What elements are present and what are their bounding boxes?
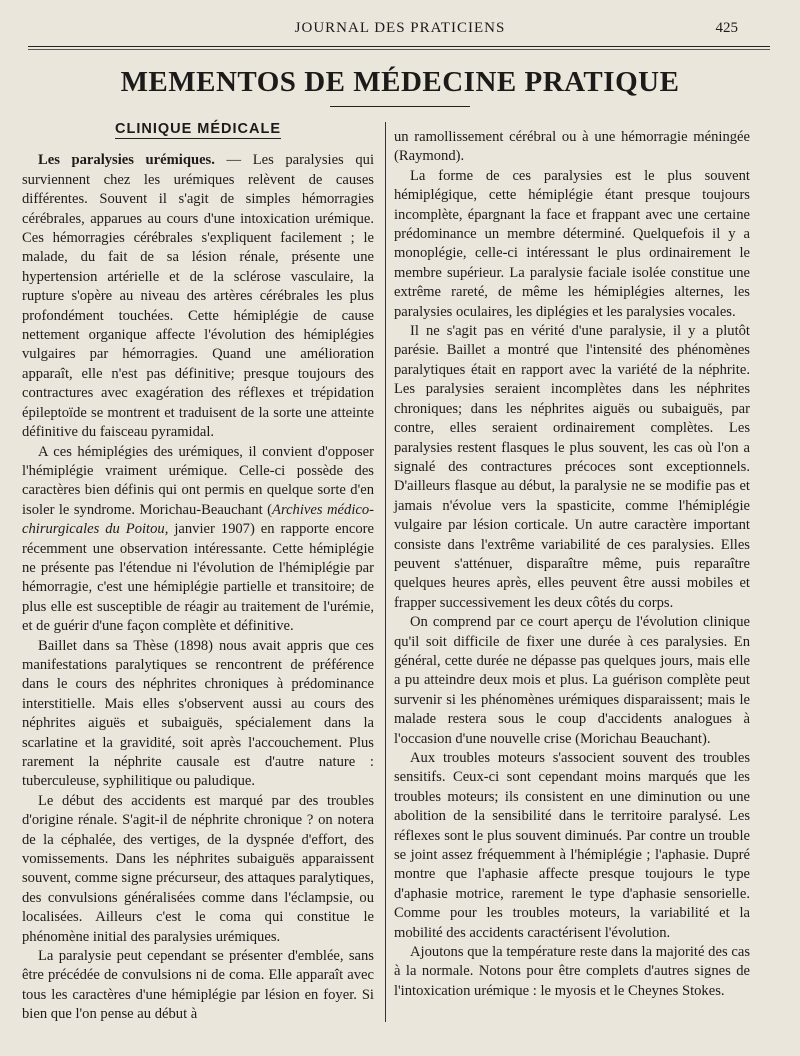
right-column	[394, 128, 750, 1001]
paragraph: Aux troubles moteurs s'associent souvent des troubles sensitifs. Ceux-ci sont cependant moins marqués que les troubles moteurs; ils consistent en une diminution ou une abolition de la sensibilité dans le territoire paralysé. Les réflexes sont le plus souvent diminués. Par contre un trouble se joint assez fréquemment à l'hémiplégie ; l'aphasie. Dupré montre que l'aphasie affecte presque toujours le type d'aphasie motrice, rarement le type d'aphasie sensorielle. Comme pour les troubles moteurs, la variabilité et la mobilité des accidents caractérisent l'évolution.	[394, 750, 750, 941]
column-divider	[385, 122, 386, 1022]
paragraph: Il ne s'agit pas en vérité d'une paralysie, il y a plutôt parésie. Baillet a montré que l'intensité des phénomènes paralytiques était en rapport avec la variété de la néphrite. Les paralysies seraient incomplètes dans les néphrites chroniques; dans les néphrites aiguës ou subaiguës, par contre, elles seraient ordinairement complètes. Les paralysies restent flasques le plus souvent, les cas où l'on a signalé des contractures précoces sont exceptionnels. D'ailleurs flasque au début, la paralysie ne se modifie pas et jamais n'évolue vers la spasticite, comme l'hémiplégie vulgaire par lésion corticale. Un autre caractère important consiste dans l'extrême variabilité de ces paralysies. Elles peuvent s'atténuer, disparaître même, puis reparaître quelques heures après, elles peuvent être aussi mobiles et frapper successivement les deux côtés du corps.	[394, 323, 750, 611]
paragraph: Le début des accidents est marqué par des troubles d'origine rénale. S'agit-il de néphrite chronique ? on notera de la céphalée, des vertiges, de la dyspnée d'effort, des vomissements. Dans les néphrites subaiguës apparaissent souvent, comme signe précurseur, des attaques paralytiques, des convulsions généralisées comme dans l'éclampsie, ou localisées. Ailleurs c'est le coma qui constitue le phénomène initial des paralysies urémiques.	[22, 792, 374, 945]
paragraph: La paralysie peut cependant se présenter d'emblée, sans être précédée de convulsions ni de coma. Elle apparaît avec tous les caractères d'une hémiplégie par lésion en foyer. Si bien que l'on pense au début à	[22, 948, 374, 1023]
journal-citation: Archives médico-chirurgicales du Poitou,	[22, 501, 375, 538]
left-column	[22, 120, 374, 1025]
paragraph: On comprend par ce court aperçu de l'évolution clinique qu'il soit difficile de fixer une durée à ces paralysies. En général, cette durée ne dépasse pas quelques jours, mais elle a pu atteindre deux mois et plus. La guérison complète peut survenir si les phénomènes urémiques disparaissent; mais le malade restera sous le coup d'accidents analogues à l'occasion d'une nouvelle crise (Morichau Beauchant).	[394, 614, 750, 747]
paragraph: un ramollissement cérébral ou à une hémorragie méningée (Raymond).	[394, 129, 750, 165]
running-header	[0, 20, 800, 42]
paragraph-lead: Les paralysies urémiques.	[38, 152, 215, 169]
journal-title: JOURNAL DES PRATICIENS	[294, 20, 506, 36]
paragraph: Baillet dans sa Thèse (1898) nous avait appris que ces manifestations paralytiques se rencontrent de préférence dans le cours des néphrites chroniques à prédominance interstitielle. Mais elles s'observent aussi au cours des néphrites aiguës et subaiguës, spécialement dans la scarlatine et la gravidité, soit après l'accouchement. Plus rarement la néphrite causale est d'autre nature : tuberculeuse, syphilitique ou paludique.	[22, 637, 374, 790]
header-rule	[28, 46, 770, 47]
paragraph: La forme de ces paralysies est le plus souvent hémiplégique, cette hémiplégie étant presque toujours incomplète, épargnant la face et frappant avec une certaine prédominance un membre déterminé. Quelquefois il y a monoplégie, celle-ci intéressant le plus ordinairement le membre supérieur. La paralysie faciale isolée constitue une extrême rareté, de même les hémiplégies alternes, les paralysies oculaires, les diplégies et les paralysies vocales.	[394, 167, 750, 320]
section-title: MEMENTOS DE MÉDECINE PRATIQUE	[120, 66, 680, 98]
paragraph: Les paralysies urémiques. — Les paralysies qui surviennent chez les urémiques relèvent de causes différentes. Souvent il s'agit de simples hémorragies cérébrales, apparues au cours d'une intoxication urémique. Ces hémorragies cérébrales s'expliquent facilement ; le malade, du fait de sa lésion rénale, présente une hypertension artérielle et de la sclérose vasculaire, la rupture s'opère au niveau des artères cérébrales les plus profondément touchées. Cette hémiplégie de cause nettement organique affecte l'évolution des hémiplégies vulgaires par hémorragies. Quand une amélioration apparaît, elle n'est pas définitive; presque toujours des contractures avec exagération des réflexes et trépidation épileptoïde se montrent et traduisent de la sorte une atteinte définitive du faisceau pyramidal.	[22, 152, 375, 441]
title-underline	[330, 106, 470, 107]
paragraph: A ces hémiplégies des urémiques, il convient d'opposer l'hémiplégie vraiment urémique. Celle-ci possède des caractères bien définis qui ont permis en quelque sorte d'en isoler le syndrome. Morichau-Beauchant (Archives médico-chirurgicales du Poitou, janvier 1907) en rapporte encore récemment une observation intéressante. Cette hémiplégie ne présente pas l'étendue ni l'évolution de l'hémiplégie par hémorragie, c'est une hémiplégie partielle et transitoire; de plus elle est susceptible de réagir au traitement de l'urémie, et de guérir d'une façon complète et définitive.	[22, 443, 375, 635]
header-rule-thin	[28, 49, 770, 50]
subsection-title: CLINIQUE MÉDICALE	[114, 121, 282, 137]
page-number: 425	[715, 20, 738, 36]
paragraph: Ajoutons que la température reste dans la majorité des cas à la normale. Notons pour être complets d'autres signes de l'intoxication urémique : le myosis et le Cheynes Stokes.	[394, 944, 750, 999]
